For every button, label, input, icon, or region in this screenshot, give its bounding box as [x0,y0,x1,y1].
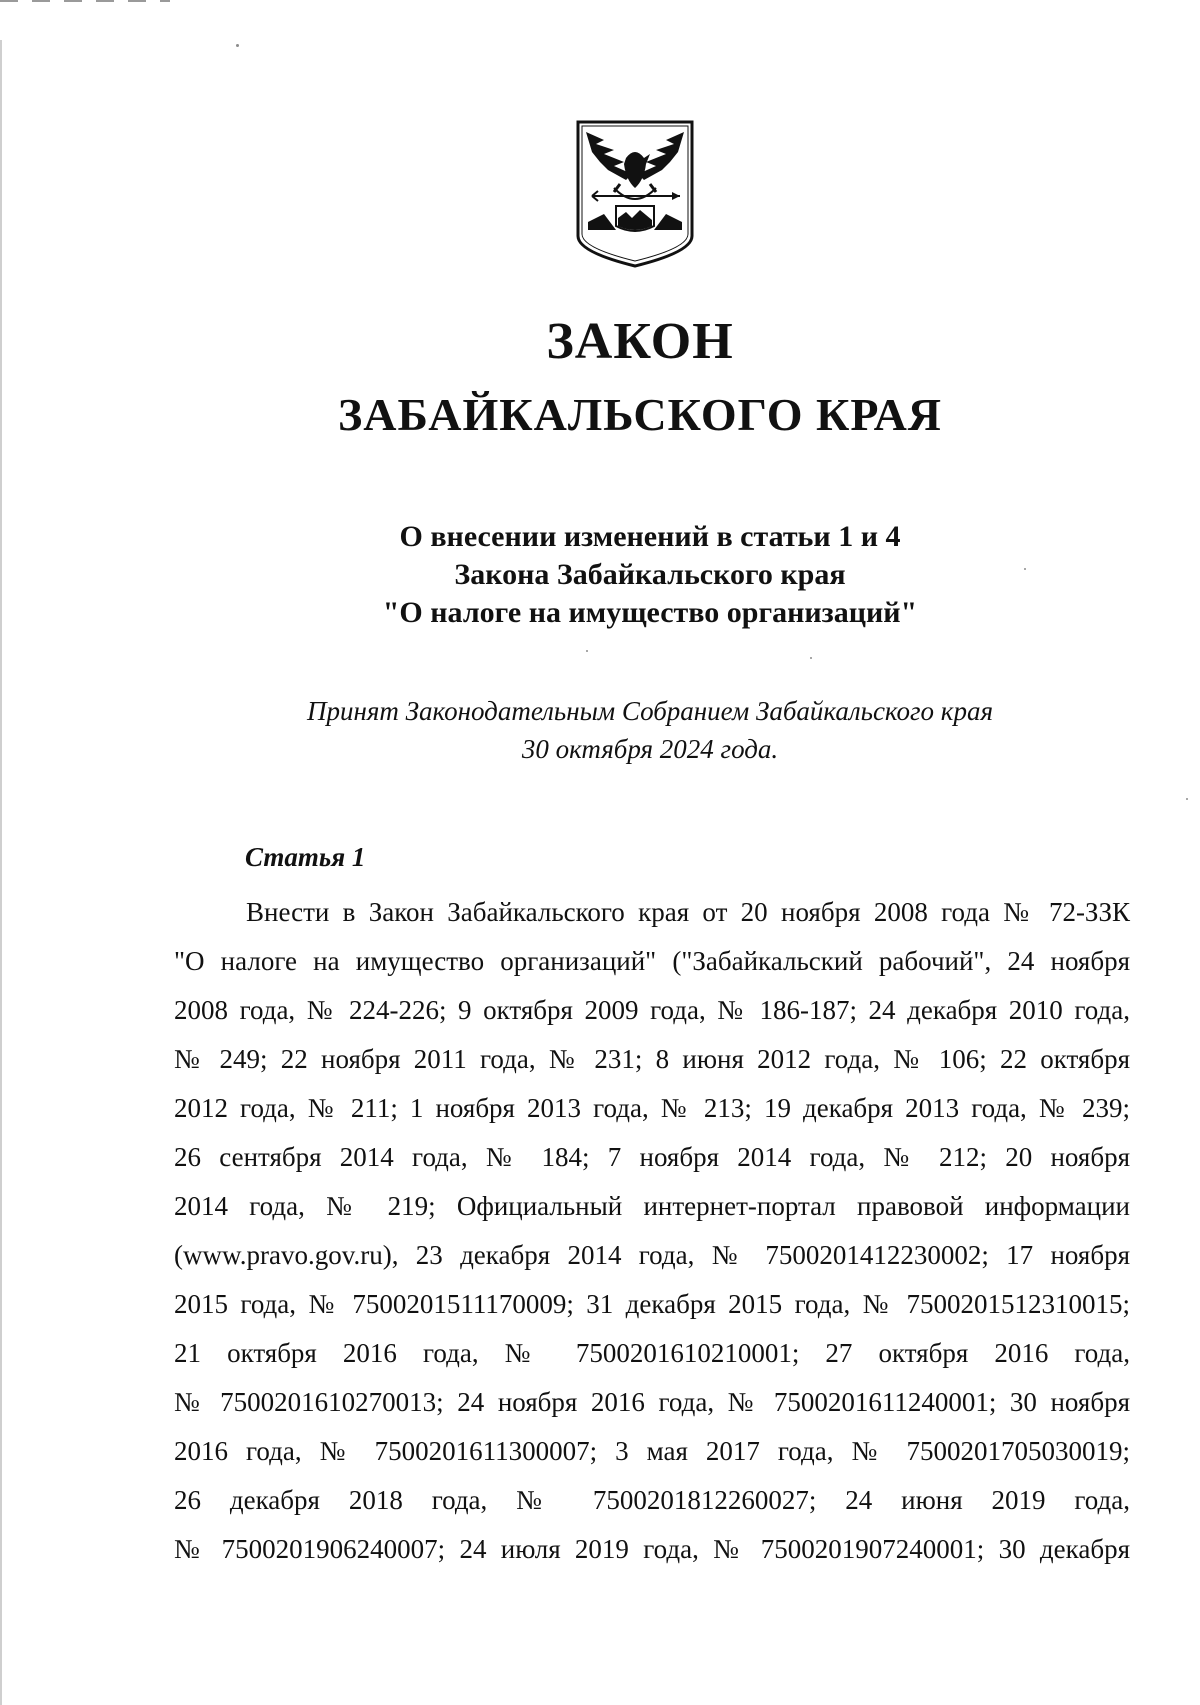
scan-top-edge [0,0,170,2]
document-title: ЗАКОН [546,313,734,370]
adoption-note [250,692,1050,768]
scan-speck [586,650,588,652]
article-body [174,888,1130,1574]
body-line: 2016 года, № 7500201611300007; 3 мая 2017 года, № 7500201705030019; [174,1436,1130,1466]
body-line: № 249; 22 ноября 2011 года, № 231; 8 июня 2012 года, № 106; 22 октября [174,1044,1130,1074]
body-line: 2014 года, № 219; Официальный интернет-портал правовой информации [174,1191,1130,1221]
coat-of-arms-icon [574,118,696,268]
body-line: 2015 года, № 7500201511170009; 31 декабря 2015 года, № 7500201512310015; [174,1289,1130,1319]
scan-left-edge [0,40,2,1705]
body-line: 26 сентября 2014 года, № 184; 7 ноября 2014 года, № 212; 20 ноября [174,1142,1130,1172]
body-line: 26 декабря 2018 года, № 7500201812260027; 24 июня 2019 года, [174,1485,1130,1515]
body-line: № 7500201610270013; 24 ноября 2016 года, № 7500201611240001; 30 ноября [174,1387,1130,1417]
body-line: № 7500201906240007; 24 июля 2019 года, № 7500201907240001; 30 декабря [174,1534,1130,1564]
adoption-line: Принят Законодательным Собранием Забайкальского края [306,696,993,726]
scan-speck [810,657,812,659]
scan-speck [1024,568,1026,570]
body-line: 21 октября 2016 года, № 7500201610210001; 27 октября 2016 года, [174,1338,1130,1368]
subtitle-line: "О налоге на имущество организаций" [382,596,918,629]
body-line: 2012 года, № 211; 1 ноября 2013 года, № 213; 19 декабря 2013 года, № 239; [174,1093,1130,1123]
article-heading: Статья 1 [245,842,366,872]
law-subtitle [300,518,1000,632]
adoption-date: 30 октября 2024 года. [521,734,779,764]
body-line: "О налоге на имущество организаций" ("Забайкальский рабочий", 24 ноября [174,946,1130,976]
scan-speck [236,44,239,47]
subtitle-line: О внесении изменений в статьи 1 и 4 [399,520,901,553]
subtitle-line: Закона Забайкальского края [454,558,846,591]
scan-speck [1186,798,1188,800]
document-region-title: ЗАБАЙКАЛЬСКОГО КРАЯ [337,389,943,440]
body-line: Внести в Закон Забайкальского края от 20 ноября 2008 года № 72-ЗЗК [246,897,1130,927]
body-line: 2008 года, № 224-226; 9 октября 2009 года, № 186-187; 24 декабря 2010 года, [174,995,1130,1025]
body-line: (www.pravo.gov.ru), 23 декабря 2014 года, № 7500201412230002; 17 ноября [174,1240,1130,1270]
